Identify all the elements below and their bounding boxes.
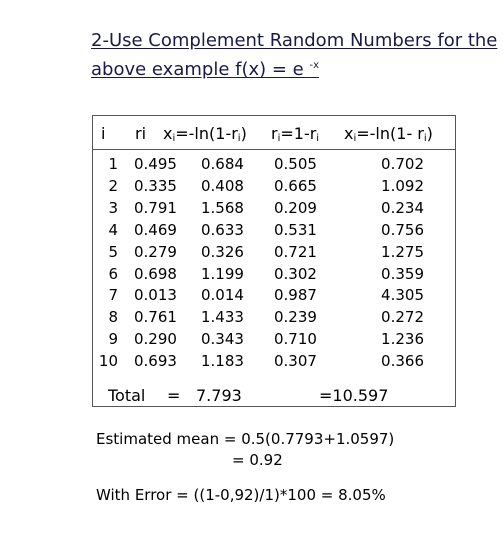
cell-ri-complement: 0.239 — [274, 308, 317, 327]
cell-i: 6 — [108, 264, 118, 283]
header-xi-complement: $x_i=-\ln(1-$ $r_i$) — [344, 124, 433, 144]
cell-ri: 0.013 — [134, 286, 177, 305]
cell-ri-complement: 0.665 — [274, 176, 317, 195]
title-line-1: 2-Use Complement Random Numbers for the — [91, 30, 498, 51]
header-ri: ri — [135, 124, 147, 143]
cell-ri: 0.469 — [134, 220, 177, 239]
header-ri-complement: $r_i=1-r_i$ — [271, 124, 320, 144]
cell-i: 5 — [108, 242, 118, 261]
cell-ri: 0.335 — [134, 176, 177, 195]
column-ri-complement — [274, 154, 317, 373]
total-value-complement: =10.597 — [319, 386, 389, 405]
cell-xi: 0.014 — [201, 286, 244, 305]
cell-xi-complement: 0.756 — [381, 220, 424, 239]
cell-i: 9 — [108, 330, 118, 349]
cell-ri: 0.791 — [134, 198, 177, 217]
column-xi-complement — [360, 154, 424, 373]
total-label: Total — [108, 386, 146, 405]
cell-ri: 0.698 — [134, 264, 177, 283]
cell-i: 2 — [108, 176, 118, 195]
cell-xi: 1.199 — [201, 264, 244, 283]
cell-xi-complement: 0.359 — [381, 264, 424, 283]
cell-ri-complement: 0.987 — [274, 286, 317, 305]
function-expression: f(x) = e — [235, 59, 310, 80]
cell-xi-complement: 1.275 — [381, 242, 424, 261]
cell-ri-complement: 0.209 — [274, 198, 317, 217]
cell-xi: 0.684 — [201, 155, 244, 173]
cell-xi-complement: 1.092 — [381, 176, 424, 195]
cell-i: 7 — [108, 286, 118, 305]
cell-ri-complement: 0.302 — [274, 264, 317, 283]
column-xi — [201, 154, 244, 373]
header-divider — [92, 149, 456, 150]
cell-ri: 0.495 — [134, 155, 177, 173]
column-ri — [134, 154, 177, 373]
slide-title — [91, 28, 501, 82]
cell-i: 1 — [108, 155, 118, 173]
estimated-mean-result: = 0.92 — [232, 451, 283, 469]
title-line-2: above example f(x) = e $^{-x}$ — [91, 59, 320, 80]
cell-ri-complement: 0.505 — [274, 155, 317, 173]
cell-ri-complement: 0.307 — [274, 352, 317, 371]
cell-i: 8 — [108, 308, 118, 327]
cell-ri: 0.693 — [134, 352, 177, 371]
header-xi: $x_i=-\ln(1-r_i)$ — [163, 124, 247, 144]
cell-ri: 0.290 — [134, 330, 177, 349]
estimated-mean-line: Estimated mean = 0.5(0.7793+1.0597) — [96, 430, 395, 448]
cell-xi: 0.633 — [201, 220, 244, 239]
cell-i: 10 — [98, 352, 118, 371]
cell-i: 3 — [108, 198, 118, 217]
cell-xi: 0.326 — [201, 242, 244, 261]
cell-i: 4 — [108, 220, 118, 239]
cell-xi: 1.433 — [201, 308, 244, 327]
cell-xi-complement: 0.234 — [381, 198, 424, 217]
exponent: -x — [309, 60, 320, 71]
cell-ri-complement: 0.531 — [274, 220, 317, 239]
column-i — [96, 154, 118, 373]
cell-xi-complement: 4.305 — [381, 286, 424, 305]
cell-xi: 1.568 — [201, 198, 244, 217]
cell-xi-complement: 0.702 — [381, 155, 424, 173]
cell-ri-complement: 0.710 — [274, 330, 317, 349]
cell-ri: 0.279 — [134, 242, 177, 261]
cell-ri-complement: 0.721 — [274, 242, 317, 261]
cell-xi: 0.343 — [201, 330, 244, 349]
total-equals: = — [167, 386, 181, 405]
total-value: 7.793 — [196, 386, 242, 405]
error-line: With Error = ((1-0,92)/1)*100 = 8.05% — [96, 486, 386, 504]
cell-xi-complement: 0.366 — [381, 352, 424, 371]
cell-ri: 0.761 — [134, 308, 177, 327]
header-i: i — [101, 124, 106, 143]
cell-xi-complement: 0.272 — [381, 308, 424, 327]
cell-xi-complement: 1.236 — [381, 330, 424, 349]
cell-xi: 1.183 — [201, 352, 244, 371]
cell-xi: 0.408 — [201, 176, 244, 195]
